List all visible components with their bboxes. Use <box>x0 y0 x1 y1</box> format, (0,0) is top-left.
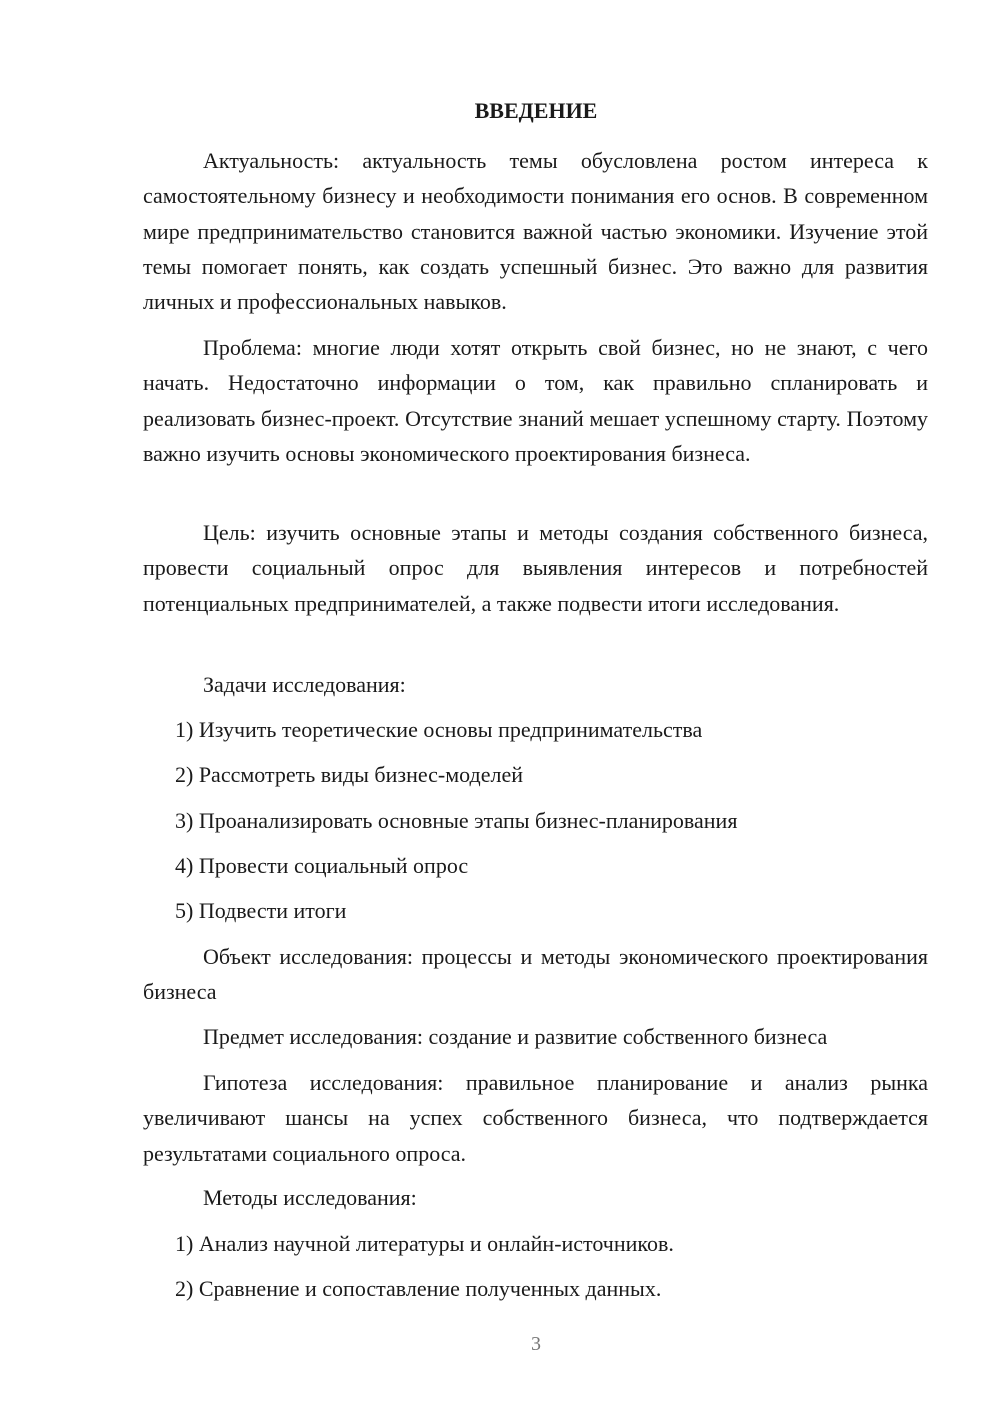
object-paragraph <box>143 939 928 1010</box>
hypothesis-paragraph <box>143 1065 928 1171</box>
tasks-heading: Задачи исследования: <box>203 672 406 697</box>
problem-paragraph <box>143 330 928 471</box>
goal-text: Цель: изучить основные этапы и методы создания собственного бизнеса, провести социальный опрос для выявления интересов и потребностей потенциальных предпринимателей, а также подвести итоги исследования. <box>143 520 928 616</box>
method-item-1: 1) Анализ научной литературы и онлайн-источников. <box>175 1231 674 1256</box>
relevance-paragraph <box>143 143 928 319</box>
problem-text: Проблема: многие люди хотят открыть свой бизнес, но не знают, с чего начать. Недостаточно информации о том, как правильно спланировать и реализовать бизнес-проект. Отсутствие знаний мешает успешному старту. Поэтому важно изучить основы экономического проектирования бизнеса. <box>143 335 928 466</box>
task-item-4: 4) Провести социальный опрос <box>175 853 469 878</box>
method-item-2: 2) Сравнение и сопоставление полученных данных. <box>175 1276 662 1301</box>
page-number: 3 <box>531 1333 541 1355</box>
methods-heading: Методы исследования: <box>203 1185 417 1210</box>
goal-paragraph <box>143 515 928 621</box>
task-item-3: 3) Проанализировать основные этапы бизнес-планирования <box>175 808 738 833</box>
task-item-1: 1) Изучить теоретические основы предпринимательства <box>175 717 703 742</box>
relevance-text: Актуальность: актуальность темы обусловлена ростом интереса к самостоятельному бизнесу и необходимости понимания его основ. В современном мире предпринимательство становится важной частью экономики. Изучение этой темы помогает понять, как создать успешный бизнес. Это важно для развития личных и профессиональных навыков. <box>143 148 928 315</box>
task-item-2: 2) Рассмотреть виды бизнес-моделей <box>175 762 524 787</box>
page-title: ВВЕДЕНИЕ <box>474 98 598 123</box>
task-item-5: 5) Подвести итоги <box>175 898 347 923</box>
object-text: Объект исследования: процессы и методы экономического проектирования бизнеса <box>143 944 928 1005</box>
hypothesis-text: Гипотеза исследования: правильное планирование и анализ рынка увеличивают шансы на успех собственного бизнеса, что подтверждается результатами социального опроса. <box>143 1070 928 1166</box>
subject-text: Предмет исследования: создание и развитие собственного бизнеса <box>203 1024 828 1049</box>
